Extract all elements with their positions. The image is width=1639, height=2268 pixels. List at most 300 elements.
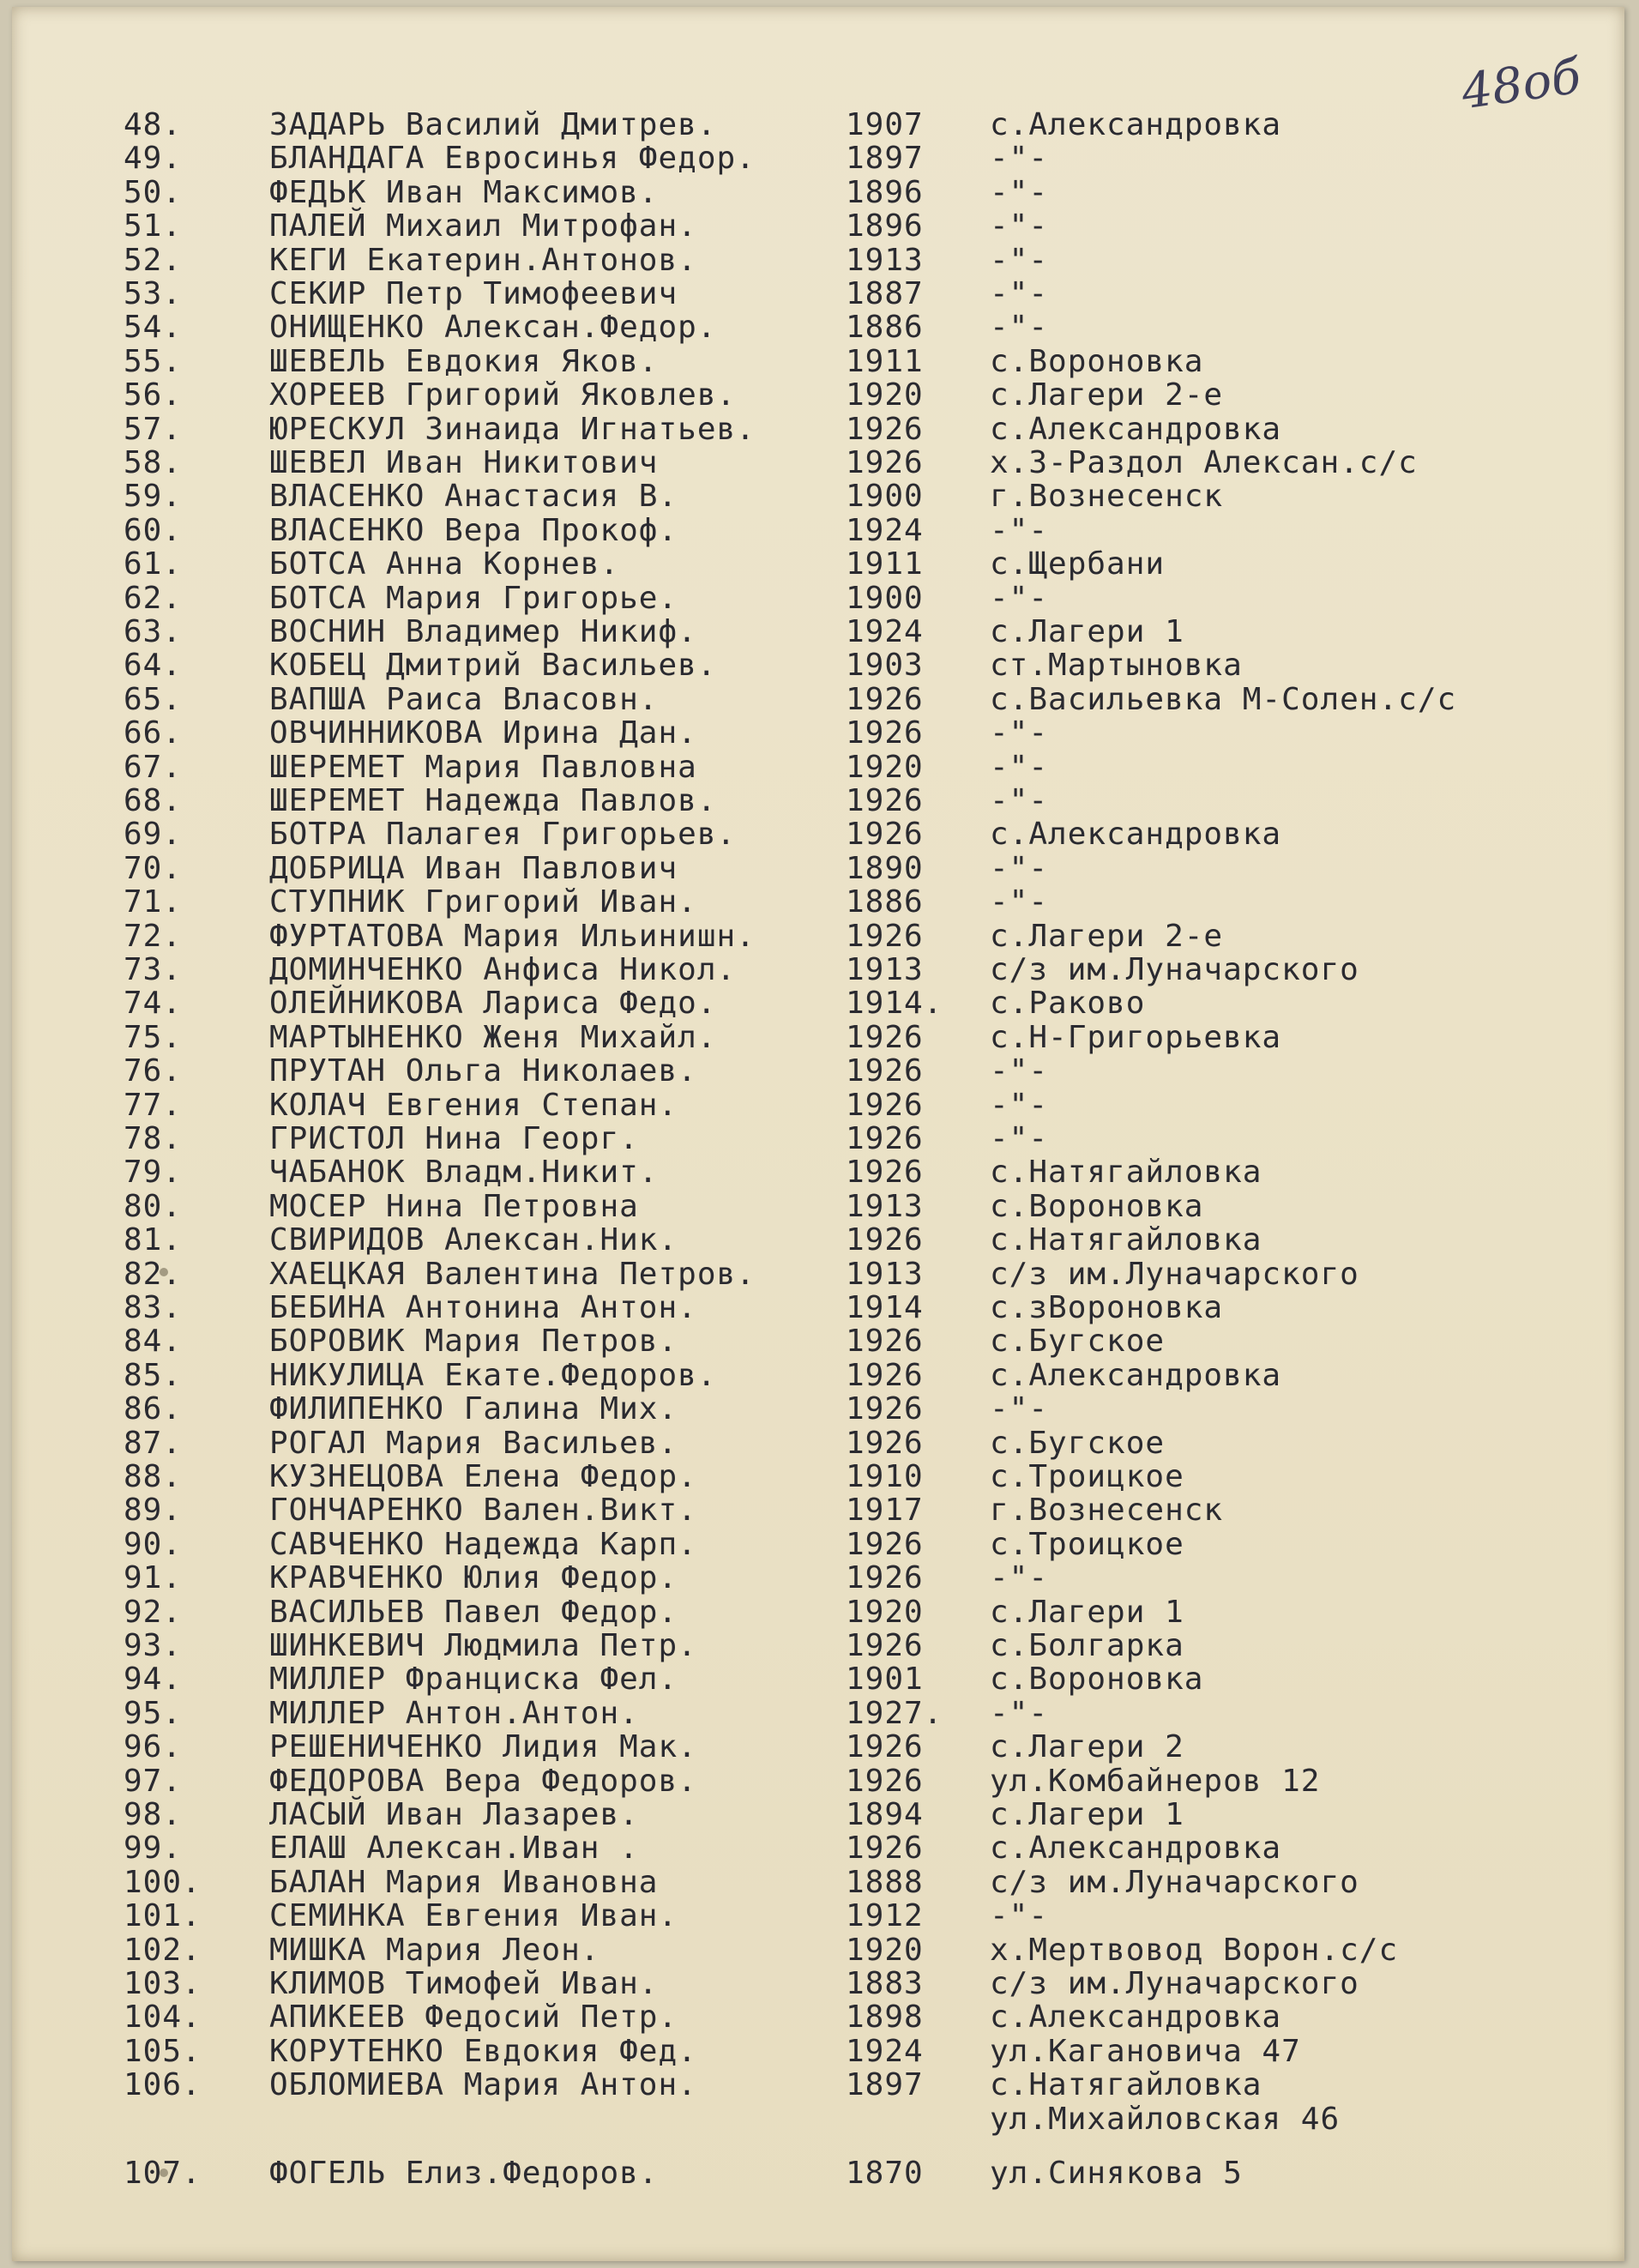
place-of-residence: с.Н-Григорьевка [990, 1019, 1282, 1055]
register-row [12, 1595, 1624, 1630]
row-number: 54. [124, 310, 183, 346]
place-of-residence: -"- [990, 276, 1049, 311]
birth-year: 1926 [846, 1019, 924, 1055]
place-of-residence: -"- [990, 749, 1049, 785]
birth-year: 1926 [846, 783, 924, 818]
row-number: 63. [124, 614, 183, 649]
person-name: ШИНКЕВИЧ Людмила Петр. [269, 1628, 697, 1663]
register-row [12, 1764, 1624, 1799]
row-number: 76. [124, 1053, 183, 1089]
register-row [12, 142, 1624, 176]
place-of-residence: с.Натягайловка [990, 1155, 1262, 1191]
row-number: 103. [124, 1966, 202, 2001]
person-name: КОЛАЧ Евгения Степан. [269, 1087, 678, 1123]
person-name: МИШКА Мария Леон. [269, 1932, 600, 1968]
person-name: РЕШЕНИЧЕНКО Лидия Мак. [269, 1729, 697, 1765]
birth-year: 1926 [846, 1628, 924, 1663]
register-row [12, 986, 1624, 1021]
person-name: ШЕРЕМЕТ Мария Павловна [269, 749, 697, 785]
row-number: 78. [124, 1121, 183, 1156]
person-name: СЕКИР Петр Тимофеевич [269, 276, 678, 311]
place-of-residence: -"- [990, 1087, 1049, 1123]
place-of-residence: с.Васильевка М-Солен.с/с [990, 681, 1457, 717]
birth-year: 1926 [846, 1087, 924, 1123]
place-of-residence: -"- [990, 1053, 1049, 1089]
birth-year: 1926 [846, 1324, 924, 1360]
row-number: 52. [124, 242, 183, 278]
person-name: МАРТЫНЕНКО Женя Михайл. [269, 1019, 717, 1055]
person-name: АПИКЕЕВ Федосий Петр. [269, 2000, 678, 2036]
place-of-residence: с.Троицкое [990, 1459, 1184, 1494]
birth-year: 1920 [846, 1932, 924, 1968]
row-number: 97. [124, 1763, 183, 1799]
place-of-residence: ул.Синякова 5 [990, 2156, 1243, 2191]
place-of-residence: ул.Кагановича 47 [990, 2033, 1301, 2069]
row-number: 85. [124, 1357, 183, 1393]
birth-year: 1924 [846, 512, 924, 548]
place-of-residence: с/з им.Луначарского [990, 952, 1359, 987]
register-row [12, 1122, 1624, 1156]
register-row [12, 1392, 1624, 1427]
person-name: ФОГЕЛЬ Елиз.Федоров. [269, 2156, 659, 2191]
register-row [12, 480, 1624, 514]
person-name: КОБЕЦ Дмитрий Васильев. [269, 648, 717, 684]
place-of-residence: с.Александровка [990, 107, 1282, 142]
row-number: 89. [124, 1493, 183, 1529]
row-number: 58. [124, 445, 183, 480]
place-of-residence: г.Вознесенск [990, 479, 1224, 515]
place-of-residence: с.Вороновка [990, 343, 1204, 379]
person-name: БАЛАН Мария Ивановна [269, 1864, 659, 1900]
row-number: 99. [124, 1831, 183, 1867]
person-name: ФЕДЬК Иван Максимов. [269, 174, 659, 210]
register-row [12, 885, 1624, 920]
person-name: МИЛЛЕР Антон.Антон. [269, 1695, 639, 1731]
person-name: ПРУТАН Ольга Николаев. [269, 1053, 697, 1089]
place-of-residence: с.Натягайловка [990, 1222, 1262, 1258]
row-number: 53. [124, 276, 183, 311]
place-of-residence: ул.Комбайнеров 12 [990, 1763, 1321, 1799]
register-row [12, 2156, 1624, 2191]
birth-year: 1926 [846, 411, 924, 447]
row-number: 56. [124, 377, 183, 413]
birth-year: 1900 [846, 479, 924, 515]
birth-year: 1926 [846, 1763, 924, 1799]
person-name: ЕЛАШ Алексан.Иван . [269, 1831, 639, 1867]
place-of-residence: с.Лагери 2-е [990, 918, 1224, 954]
row-number: 106. [124, 2067, 202, 2103]
place-of-residence: с.Болгарка [990, 1628, 1184, 1663]
birth-year: 1901 [846, 1662, 924, 1698]
register-row [12, 1967, 1624, 2001]
birth-year: 1917 [846, 1493, 924, 1529]
place-of-residence: с.Лагери 2 [990, 1729, 1184, 1765]
person-name: РОГАЛ Мария Васильев. [269, 1425, 678, 1461]
person-name: МИЛЛЕР Франциска Фел. [269, 1662, 678, 1698]
register-row [12, 784, 1624, 818]
birth-year: 1926 [846, 1729, 924, 1765]
row-number: 55. [124, 343, 183, 379]
birth-year: 1897 [846, 141, 924, 177]
person-name: ФЕДОРОВА Вера Федоров. [269, 1763, 697, 1799]
register-row [12, 413, 1624, 447]
register-row [12, 446, 1624, 480]
register-row [12, 2068, 1624, 2102]
place-of-residence: с.Александровка [990, 2000, 1282, 2036]
row-number: 98. [124, 1797, 183, 1832]
row-number: 75. [124, 1019, 183, 1055]
birth-year: 1926 [846, 1222, 924, 1258]
person-name: БЕБИНА Антонина Антон. [269, 1290, 697, 1325]
row-number: 71. [124, 884, 183, 920]
row-number: 96. [124, 1729, 183, 1765]
row-number: 80. [124, 1188, 183, 1224]
birth-year: 1883 [846, 1966, 924, 2001]
place-of-residence: -"- [990, 512, 1049, 548]
place-of-residence: с.Лагери 1 [990, 614, 1184, 649]
row-number: 62. [124, 580, 183, 616]
birth-year: 1911 [846, 546, 924, 582]
person-name: СТУПНИК Григорий Иван. [269, 884, 697, 920]
row-number: 61. [124, 546, 183, 582]
register-row [12, 1324, 1624, 1359]
register-row [12, 817, 1624, 852]
place-of-residence: с.Александровка [990, 1357, 1282, 1393]
register-row [12, 615, 1624, 649]
birth-year: 1926 [846, 918, 924, 954]
row-number: 88. [124, 1459, 183, 1494]
place-of-residence: -"- [990, 1391, 1049, 1427]
register-row [12, 1697, 1624, 1731]
register-row [12, 1662, 1624, 1697]
place-of-residence: -"- [990, 715, 1049, 751]
register-row [12, 1730, 1624, 1764]
person-name: ЛАСЫЙ Иван Лазарев. [269, 1797, 639, 1832]
register-row [12, 209, 1624, 244]
place-of-residence: -"- [990, 208, 1049, 244]
birth-year: 1896 [846, 208, 924, 244]
birth-year: 1926 [846, 1357, 924, 1393]
register-row [12, 582, 1624, 616]
place-of-residence: -"- [990, 580, 1049, 616]
row-number: 92. [124, 1594, 183, 1630]
row-number: 91. [124, 1560, 183, 1596]
row-number: 105. [124, 2033, 202, 2069]
register-row [12, 1155, 1624, 1190]
person-name: ФУРТАТОВА Мария Ильинишн. [269, 918, 756, 954]
row-number: 67. [124, 749, 183, 785]
register-row [12, 311, 1624, 345]
birth-year: 1926 [846, 817, 924, 853]
row-number: 77. [124, 1087, 183, 1123]
register-row [12, 1427, 1624, 1461]
birth-year: 1910 [846, 1459, 924, 1494]
row-number: 107. [124, 2156, 202, 2191]
place-of-residence: -"- [990, 1695, 1049, 1731]
register-row [12, 1866, 1624, 1900]
row-number: 90. [124, 1526, 183, 1562]
place-of-residence: с.Натягайловка [990, 2067, 1262, 2103]
birth-year: 1913 [846, 952, 924, 987]
register-row [12, 648, 1624, 683]
place-of-residence: -"- [990, 1560, 1049, 1596]
place-of-residence: -"- [990, 850, 1049, 886]
place-of-residence: с/з им.Луначарского [990, 1864, 1359, 1900]
register-row [12, 1291, 1624, 1325]
person-name: СЕМИНКА Евгения Иван. [269, 1898, 678, 1934]
row-number: 49. [124, 141, 183, 177]
birth-year: 1896 [846, 174, 924, 210]
place-of-residence: -"- [990, 310, 1049, 346]
birth-year: 1927. [846, 1695, 943, 1731]
place-of-residence: с/з им.Луначарского [990, 1256, 1359, 1292]
birth-year: 1926 [846, 681, 924, 717]
register-row [12, 1223, 1624, 1258]
row-number: 86. [124, 1391, 183, 1427]
register-row [12, 1629, 1624, 1663]
place-of-residence: ул.Михайловская 46 [990, 2101, 1341, 2137]
row-number: 104. [124, 2000, 202, 2036]
person-name: ВОСНИН Владимер Никиф. [269, 614, 697, 649]
person-name: БОТСА Анна Корнев. [269, 546, 620, 582]
place-of-residence: с.Бугское [990, 1425, 1166, 1461]
birth-year: 1898 [846, 2000, 924, 2036]
place-of-residence: -"- [990, 884, 1049, 920]
person-name: ОНИЩЕНКО Алексан.Федор. [269, 310, 717, 346]
place-of-residence: ст.Мартыновка [990, 648, 1243, 684]
person-name: ОВЧИННИКОВА Ирина Дан. [269, 715, 697, 751]
register-row [12, 1089, 1624, 1123]
register-row [12, 1054, 1624, 1089]
birth-year: 1926 [846, 1053, 924, 1089]
place-of-residence: с/з им.Луначарского [990, 1966, 1359, 2001]
birth-year: 1920 [846, 377, 924, 413]
register-row [12, 2000, 1624, 2035]
birth-year: 1913 [846, 1188, 924, 1224]
birth-year: 1926 [846, 1560, 924, 1596]
register-row [12, 514, 1624, 548]
person-name: ДОБРИЦА Иван Павлович [269, 850, 678, 886]
birth-year: 1887 [846, 276, 924, 311]
register-row [12, 1561, 1624, 1595]
register-row [12, 1528, 1624, 1562]
birth-year: 1897 [846, 2067, 924, 2103]
row-number: 83. [124, 1290, 183, 1325]
row-number: 79. [124, 1155, 183, 1191]
row-number: 70. [124, 850, 183, 886]
place-of-residence: с.Александровка [990, 1831, 1282, 1867]
person-name: ШЕВЕЛ Иван Никитович [269, 445, 659, 480]
birth-year: 1924 [846, 614, 924, 649]
place-of-residence: с.Александровка [990, 817, 1282, 853]
person-name: КРАВЧЕНКО Юлия Федор. [269, 1560, 678, 1596]
place-of-residence: -"- [990, 783, 1049, 818]
register-row [12, 1258, 1624, 1292]
row-number: 73. [124, 952, 183, 987]
place-of-residence: с.Лагери 1 [990, 1594, 1184, 1630]
birth-year: 1926 [846, 1425, 924, 1461]
register-row [12, 176, 1624, 210]
birth-year: 1926 [846, 1391, 924, 1427]
person-name: БОТСА Мария Григорье. [269, 580, 678, 616]
person-name: БОТРА Палагея Григорьев. [269, 817, 737, 853]
place-of-residence: г.Вознесенск [990, 1493, 1224, 1529]
birth-year: 1894 [846, 1797, 924, 1832]
register-row [12, 751, 1624, 785]
register-row [12, 1899, 1624, 1933]
place-of-residence: с.Вороновка [990, 1662, 1204, 1698]
row-number: 72. [124, 918, 183, 954]
birth-year: 1926 [846, 445, 924, 480]
register-row [12, 953, 1624, 987]
place-of-residence: -"- [990, 1898, 1049, 1934]
birth-year: 1900 [846, 580, 924, 616]
birth-year: 1913 [846, 1256, 924, 1292]
row-number: 60. [124, 512, 183, 548]
person-name: ГОНЧАРЕНКО Вален.Викт. [269, 1493, 697, 1529]
archival-document-page [12, 7, 1624, 2261]
row-number: 87. [124, 1425, 183, 1461]
register-row [12, 716, 1624, 751]
place-of-residence: с.Лагери 2-е [990, 377, 1224, 413]
birth-year: 1920 [846, 1594, 924, 1630]
register-row [12, 108, 1624, 142]
person-name: КЕГИ Екатерин.Антонов. [269, 242, 697, 278]
place-of-residence: х.3-Раздол Алексан.с/с [990, 445, 1418, 480]
person-name: КОРУТЕНКО Евдокия Фед. [269, 2033, 697, 2069]
register-row [12, 920, 1624, 954]
person-name: КЛИМОВ Тимофей Иван. [269, 1966, 659, 2001]
person-name: ХАЕЦКАЯ Валентина Петров. [269, 1256, 756, 1292]
birth-year: 1926 [846, 715, 924, 751]
place-of-residence: -"- [990, 141, 1049, 177]
birth-year: 1926 [846, 1526, 924, 1562]
place-of-residence: с.зВороновка [990, 1290, 1224, 1325]
birth-year: 1870 [846, 2156, 924, 2191]
birth-year: 1890 [846, 850, 924, 886]
place-of-residence: с.Щербани [990, 546, 1166, 582]
person-name: БОРОВИК Мария Петров. [269, 1324, 678, 1360]
person-name: ФИЛИПЕНКО Галина Мих. [269, 1391, 678, 1427]
person-name: ГРИСТОЛ Нина Георг. [269, 1121, 639, 1156]
person-name: ЮРЕСКУЛ Зинаида Игнатьев. [269, 411, 756, 447]
register-row [12, 345, 1624, 379]
register-row [12, 683, 1624, 717]
place-of-residence: с.Вороновка [990, 1188, 1204, 1224]
row-number: 94. [124, 1662, 183, 1698]
row-number: 101. [124, 1898, 202, 1934]
register-row [12, 852, 1624, 886]
register-row [12, 1460, 1624, 1494]
row-number: 51. [124, 208, 183, 244]
register-row [12, 2102, 1624, 2137]
person-name: КУЗНЕЦОВА Елена Федор. [269, 1459, 697, 1494]
place-of-residence: с.Бугское [990, 1324, 1166, 1360]
row-number: 74. [124, 986, 183, 1022]
birth-year: 1926 [846, 1831, 924, 1867]
birth-year: 1911 [846, 343, 924, 379]
place-of-residence: х.Мертвовод Ворон.с/с [990, 1932, 1399, 1968]
person-name: ЧАБАНОК Владм.Никит. [269, 1155, 659, 1191]
person-name: СВИРИДОВ Алексан.Ник. [269, 1222, 678, 1258]
birth-year: 1913 [846, 242, 924, 278]
person-name: МОСЕР Нина Петровна [269, 1188, 639, 1224]
row-number: 59. [124, 479, 183, 515]
folio-number: 48об [1458, 48, 1585, 121]
birth-year: 1912 [846, 1898, 924, 1934]
person-name: ВАПША Раиса Власовн. [269, 681, 659, 717]
row-number: 48. [124, 107, 183, 142]
place-of-residence: с.Раково [990, 986, 1146, 1022]
birth-year: 1888 [846, 1864, 924, 1900]
row-number: 100. [124, 1864, 202, 1900]
birth-year: 1926 [846, 1121, 924, 1156]
register-row [12, 1493, 1624, 1528]
place-of-residence: -"- [990, 1121, 1049, 1156]
person-name: САВЧЕНКО Надежда Карп. [269, 1526, 697, 1562]
person-name: ВАСИЛЬЕВ Павел Федор. [269, 1594, 678, 1630]
person-name: ХОРЕЕВ Григорий Яковлев. [269, 377, 737, 413]
birth-year: 1886 [846, 310, 924, 346]
register-row [12, 2035, 1624, 2069]
place-of-residence: -"- [990, 242, 1049, 278]
birth-year: 1907 [846, 107, 924, 142]
row-number: 102. [124, 1932, 202, 1968]
birth-year: 1924 [846, 2033, 924, 2069]
person-name: ШЕРЕМЕТ Надежда Павлов. [269, 783, 717, 818]
birth-year: 1926 [846, 1155, 924, 1191]
row-number: 64. [124, 648, 183, 684]
register-row [12, 547, 1624, 582]
person-name: ВЛАСЕНКО Анастасия В. [269, 479, 678, 515]
register-row [12, 1021, 1624, 1055]
birth-year: 1914. [846, 986, 943, 1022]
row-number: 84. [124, 1324, 183, 1360]
person-name: ПАЛЕЙ Михаил Митрофан. [269, 208, 697, 244]
register-row [12, 1359, 1624, 1393]
register-row [12, 1933, 1624, 1968]
row-number: 57. [124, 411, 183, 447]
row-number: 65. [124, 681, 183, 717]
place-of-residence: -"- [990, 174, 1049, 210]
row-number: 82. [124, 1256, 183, 1292]
row-number: 81. [124, 1222, 183, 1258]
birth-year: 1914 [846, 1290, 924, 1325]
person-name: ДОМИНЧЕНКО Анфиса Никол. [269, 952, 737, 987]
register-row [12, 1831, 1624, 1866]
person-name: БЛАНДАГА Евросинья Федор. [269, 141, 756, 177]
place-of-residence: с.Александровка [990, 411, 1282, 447]
row-number: 66. [124, 715, 183, 751]
place-of-residence: с.Троицкое [990, 1526, 1184, 1562]
row-number: 95. [124, 1695, 183, 1731]
person-name: НИКУЛИЦА Екате.Федоров. [269, 1357, 717, 1393]
register-row [12, 378, 1624, 413]
row-number: 50. [124, 174, 183, 210]
person-name: ОЛЕЙНИКОВА Лариса Федо. [269, 986, 717, 1022]
register-row [12, 244, 1624, 278]
place-of-residence: с.Лагери 1 [990, 1797, 1184, 1832]
row-number: 69. [124, 817, 183, 853]
register-row [12, 1190, 1624, 1224]
register-row [12, 277, 1624, 311]
row-number: 93. [124, 1628, 183, 1663]
birth-year: 1903 [846, 648, 924, 684]
birth-year: 1920 [846, 749, 924, 785]
register-row [12, 1798, 1624, 1832]
person-name: ШЕВЕЛЬ Евдокия Яков. [269, 343, 659, 379]
person-name: ЗАДАРЬ Василий Дмитрев. [269, 107, 717, 142]
